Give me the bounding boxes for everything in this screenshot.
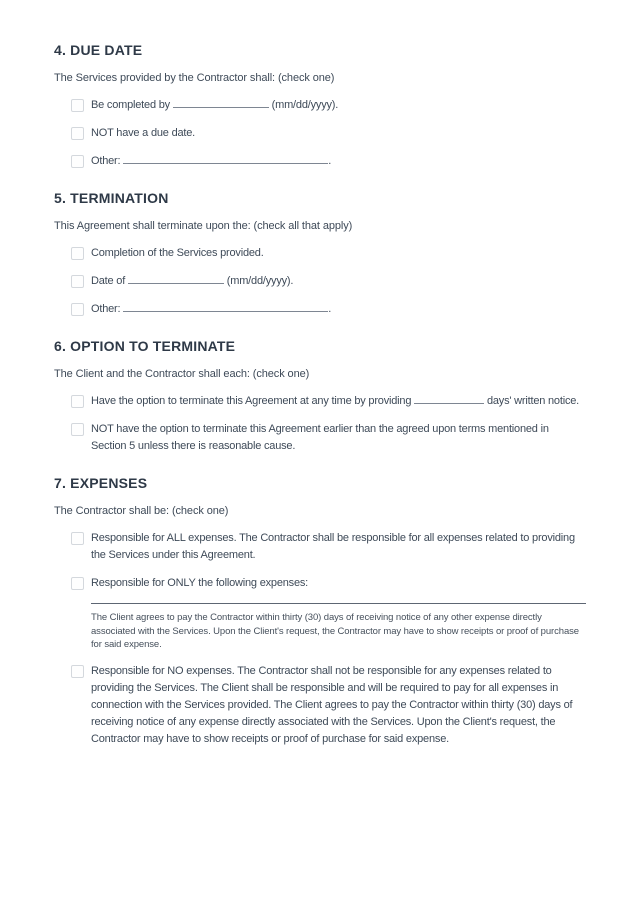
text-segment: NOT have the option to terminate this Agreement earlier than the agreed upon terms mentioned in Section 5 unless there is reasonable cause. (91, 423, 549, 452)
checkbox-option[interactable] (71, 125, 586, 142)
checkbox-option[interactable] (71, 97, 586, 114)
option-text (91, 125, 586, 142)
text-segment: Responsible for ONLY the following expenses: (91, 577, 309, 589)
checkbox-option[interactable] (71, 530, 586, 564)
option-label (91, 301, 586, 318)
option-label (91, 245, 586, 262)
checkbox[interactable] (71, 275, 84, 288)
option-text (91, 301, 586, 318)
section-intro: The Services provided by the Contractor shall: (check one) (54, 72, 335, 84)
option-label (91, 421, 586, 455)
text-segment: Have the option to terminate this Agreement at any time by providing (91, 395, 415, 407)
option-label (91, 530, 586, 564)
section-due-date (54, 42, 586, 170)
checkbox[interactable] (71, 395, 84, 408)
section-intro: This Agreement shall terminate upon the: (check all that apply) (54, 220, 353, 232)
checkbox-option[interactable] (71, 153, 586, 170)
option-text (91, 153, 586, 170)
text-segment: days' written notice. (484, 395, 580, 407)
checkbox-option[interactable] (71, 421, 586, 455)
option-text (91, 393, 586, 410)
text-segment: Responsible for NO expenses. The Contractor shall not be responsible for any expenses related to providing the Services. The Client shall be responsible and will be required to pay for all expenses in connection with the Services provided. The Client agrees to pay the Contractor within thirty (30) days of receiving notice of any expense directly associated with the Services. Upon the Client's request, the Contractor may have to show receipts or proof of purchase for said expense. (91, 664, 573, 745)
text-segment: Be completed by (91, 99, 173, 111)
option-label (91, 663, 586, 748)
checkbox-option[interactable] (71, 301, 586, 318)
checkbox[interactable] (71, 127, 84, 140)
blank-field[interactable] (128, 273, 224, 284)
text-segment: Other: (91, 155, 124, 167)
option-label (91, 575, 586, 652)
option-text (91, 421, 586, 455)
text-segment: (mm/dd/yyyy). (223, 275, 294, 287)
option-label (91, 97, 586, 114)
option-label (91, 153, 586, 170)
option-label (91, 393, 586, 410)
text-segment: Completion of the Services provided. (91, 247, 264, 259)
checkbox[interactable] (71, 99, 84, 112)
section-intro: The Contractor shall be: (check one) (54, 505, 229, 517)
checkbox[interactable] (71, 577, 84, 590)
checkbox[interactable] (71, 303, 84, 316)
fill-line-field[interactable] (91, 603, 586, 604)
checkbox[interactable] (71, 155, 84, 168)
option-text (91, 273, 586, 290)
checkbox[interactable] (71, 532, 84, 545)
text-segment: Responsible for ALL expenses. The Contractor shall be responsible for all expenses related to providing the Services under this Agreement. (91, 532, 575, 561)
section-option-to-terminate (54, 338, 586, 455)
text-segment: Other: (91, 303, 124, 315)
option-note: The Client agrees to pay the Contractor within thirty (30) days of receiving notice of any other expense directly associated with the Services. Upon the Client's request, the Contractor may have to show receipts or proof of purchase for said expense. (91, 612, 579, 650)
text-segment: . (328, 155, 332, 167)
section-termination (54, 190, 586, 318)
blank-field[interactable] (173, 97, 269, 108)
section-title: 6. OPTION TO TERMINATE (54, 338, 236, 354)
option-text (91, 663, 586, 748)
text-segment: Date of (91, 275, 128, 287)
blank-field[interactable] (414, 393, 484, 404)
blank-field[interactable] (123, 301, 328, 312)
checkbox[interactable] (71, 247, 84, 260)
option-text (91, 575, 586, 592)
section-title: 5. TERMINATION (54, 190, 169, 206)
checkbox-option[interactable] (71, 245, 586, 262)
section-intro: The Client and the Contractor shall each: (check one) (54, 368, 310, 380)
blank-field[interactable] (123, 153, 328, 164)
checkbox-option[interactable] (71, 663, 586, 748)
section-title: 4. DUE DATE (54, 42, 143, 58)
text-segment: . (328, 303, 332, 315)
section-title: 7. EXPENSES (54, 475, 148, 491)
checkbox-option[interactable] (71, 273, 586, 290)
option-text (91, 245, 586, 262)
option-label (91, 273, 586, 290)
text-segment: (mm/dd/yyyy). (268, 99, 339, 111)
option-text (91, 97, 586, 114)
checkbox[interactable] (71, 665, 84, 678)
section-expenses (54, 475, 586, 748)
option-text (91, 530, 586, 564)
option-label (91, 125, 586, 142)
checkbox[interactable] (71, 423, 84, 436)
checkbox-option[interactable] (71, 575, 586, 652)
checkbox-option[interactable] (71, 393, 586, 410)
text-segment: NOT have a due date. (91, 127, 196, 139)
document-body (54, 42, 586, 748)
